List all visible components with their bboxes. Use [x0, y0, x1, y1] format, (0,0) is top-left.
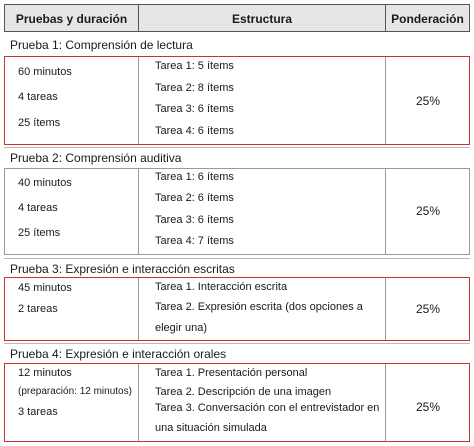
section-4-preparation: (preparación: 12 minutos)	[18, 386, 132, 397]
header-pruebas: Pruebas y duración	[4, 4, 138, 32]
section-2-task-count: 4 tareas	[18, 202, 58, 214]
header-ponderacion: Ponderación	[385, 4, 470, 32]
section-2-item-count: 25 ítems	[18, 227, 61, 239]
section-4-divider-left	[138, 364, 139, 441]
section-2-divider-left	[138, 168, 139, 255]
section-2-title: Prueba 2: Comprensión auditiva	[10, 151, 182, 165]
section-3-weight: 25%	[415, 302, 441, 316]
section-1-item-count: 25 ítems	[18, 117, 61, 129]
section-4-title: Prueba 4: Expresión e interacción orales	[10, 347, 227, 361]
section-3-task-count: 2 tareas	[18, 303, 58, 315]
section-1-task-1: Tarea 1: 5 ítems	[155, 60, 234, 72]
section-3-duration: 45 minutos	[18, 282, 72, 294]
section-4-task-3: Tarea 3. Conversación con el entrevistador en una situación simulada	[155, 402, 380, 434]
section-4-separator	[4, 343, 470, 344]
section-4-task-1: Tarea 1. Presentación personal	[155, 367, 308, 379]
section-1-divider-left	[138, 57, 139, 144]
section-3-task-2: Tarea 2. Expresión escrita (dos opciones a elegir una)	[155, 301, 363, 334]
section-1-duration: 60 minutos	[18, 66, 72, 78]
section-2-duration: 40 minutos	[18, 177, 72, 189]
section-2-task-3: Tarea 3: 6 ítems	[155, 214, 234, 226]
section-2-separator	[4, 147, 470, 148]
section-3-title: Prueba 3: Expresión e interacción escritas	[10, 262, 235, 276]
section-3-divider-left	[138, 278, 139, 340]
section-1-task-count: 4 tareas	[18, 91, 58, 103]
section-1-task-2: Tarea 2: 8 ítems	[155, 82, 234, 94]
section-1-task-4: Tarea 4: 6 ítems	[155, 125, 234, 137]
section-4-weight: 25%	[415, 400, 441, 414]
section-3-task-1: Tarea 1. Interacción escrita	[155, 281, 288, 293]
section-3-separator	[4, 258, 470, 259]
header-estructura: Estructura	[138, 4, 385, 32]
section-4-duration: 12 minutos	[18, 367, 72, 379]
section-4-task-2: Tarea 2. Descripción de una imagen	[155, 386, 332, 398]
section-2-weight: 25%	[415, 204, 441, 218]
section-4-task-count: 3 tareas	[18, 406, 58, 418]
section-1-title: Prueba 1: Comprensión de lectura	[10, 38, 193, 52]
section-2-task-1: Tarea 1: 6 ítems	[155, 171, 234, 183]
section-1-weight: 25%	[415, 94, 441, 108]
section-1-task-3: Tarea 3: 6 ítems	[155, 103, 234, 115]
section-2-task-2: Tarea 2: 6 ítems	[155, 192, 234, 204]
section-2-task-4: Tarea 4: 7 ítems	[155, 235, 234, 247]
